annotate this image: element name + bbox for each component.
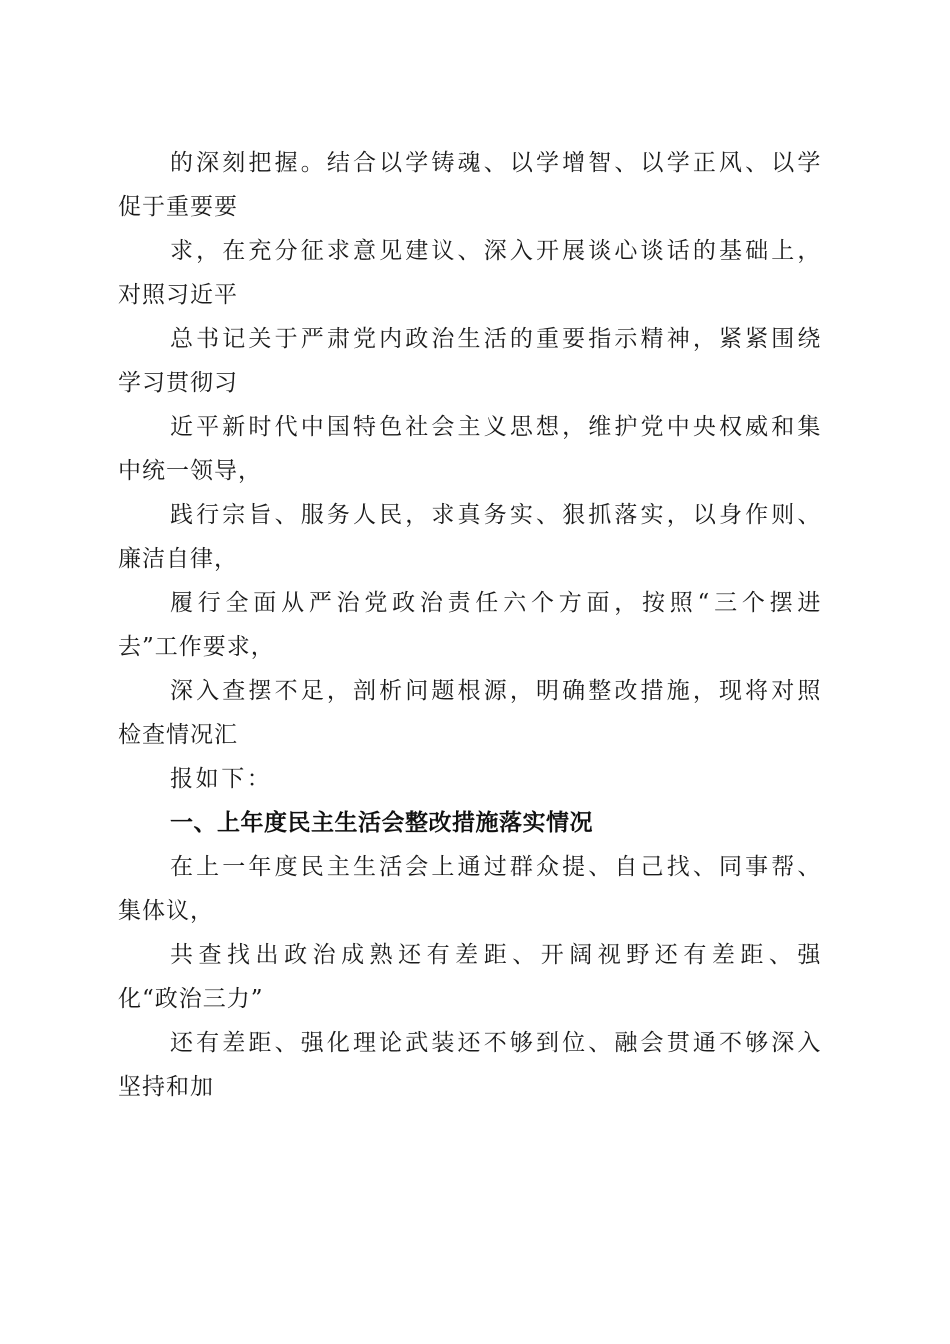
paragraph: [118, 493, 823, 581]
paragraph-line: 对照习近平: [118, 282, 238, 308]
paragraph: [118, 141, 823, 229]
paragraph-line: 集体议，: [118, 898, 214, 924]
paragraph-line: 坚持和加: [118, 1074, 214, 1100]
paragraph: [118, 845, 823, 933]
paragraph-line: 还有差距、强化理论武装还不够到位、融会贯通不够深入: [170, 1030, 823, 1056]
paragraph-line: 促于重要要: [118, 194, 238, 220]
paragraph: [118, 317, 823, 405]
paragraph-line: 共查找出政治成熟还有差距、开阔视野还有差距、强: [170, 942, 823, 968]
paragraph-line: 去”工作要求，: [118, 634, 275, 660]
paragraph: [118, 669, 823, 757]
paragraph: [118, 229, 823, 317]
document-body: [118, 141, 823, 1109]
paragraph-line: 总书记关于严肃党内政治生活的重要指示精神，紧紧围绕: [170, 326, 823, 352]
paragraph: [118, 757, 823, 801]
paragraph-line: 学习贯彻习: [118, 370, 238, 396]
paragraph-line: 在上一年度民主生活会上通过群众提、自己找、同事帮、: [170, 854, 823, 880]
paragraph-line: 检查情况汇: [118, 722, 238, 748]
paragraph-line: 化“政治三力”: [118, 986, 264, 1012]
paragraph-line: 深入查摆不足，剖析问题根源，明确整改措施，现将对照: [170, 678, 823, 704]
paragraph: [118, 405, 823, 493]
paragraph-line: 报如下：: [170, 766, 273, 792]
paragraph: [118, 1021, 823, 1109]
section-heading: 一、上年度民主生活会整改措施落实情况: [170, 810, 593, 836]
paragraph-line: 廉洁自律，: [118, 546, 238, 572]
paragraph-line: 中统一领导，: [118, 458, 262, 484]
paragraph-line: 近平新时代中国特色社会主义思想，维护党中央权威和集: [170, 414, 823, 440]
paragraph: [118, 933, 823, 1021]
paragraph-line: 履行全面从严治党政治责任六个方面，按照“三个摆进: [170, 590, 823, 616]
paragraph-line: 践行宗旨、服务人民，求真务实、狠抓落实，以身作则、: [170, 502, 823, 528]
paragraph-line: 的深刻把握。结合以学铸魂、以学增智、以学正风、以学: [170, 150, 823, 176]
paragraph: [118, 581, 823, 669]
paragraph-line: 求，在充分征求意见建议、深入开展谈心谈话的基础上，: [170, 238, 823, 264]
